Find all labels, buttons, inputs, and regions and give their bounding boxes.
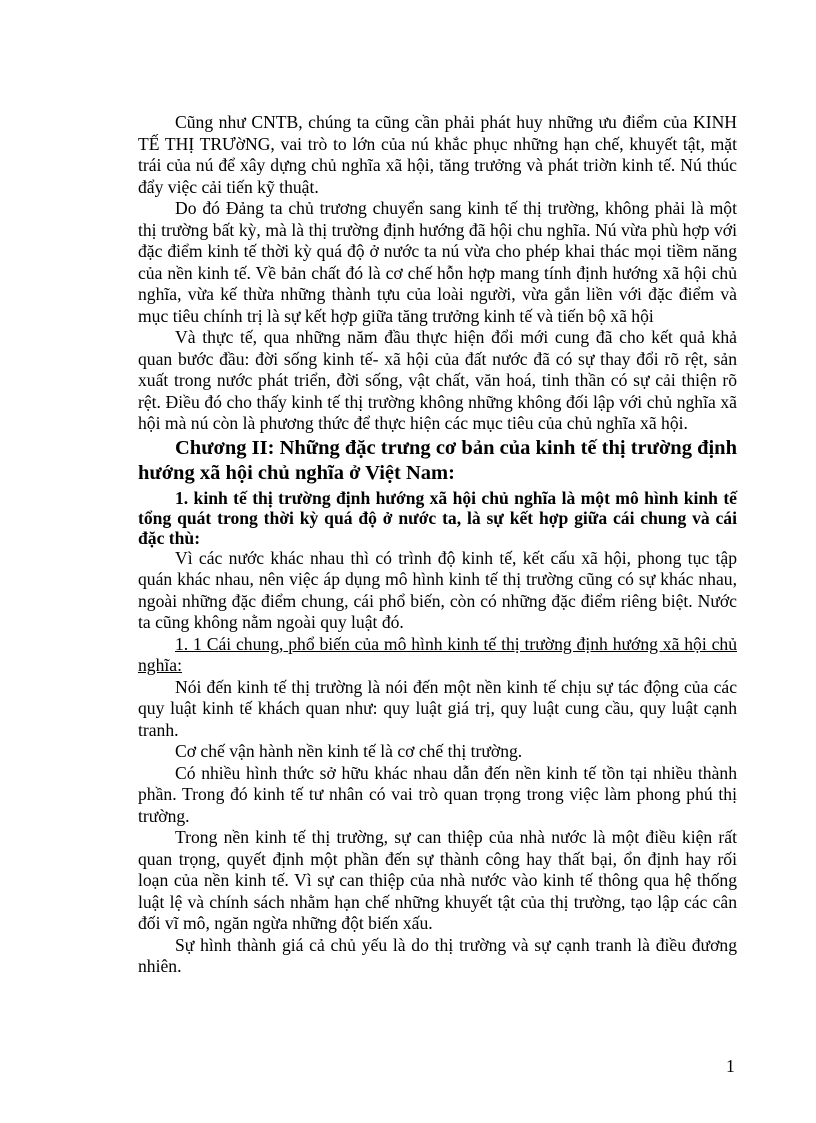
section-paragraph: Vì các nước khác nhau thì có trình độ kinh tế, kết cấu xã hội, phong tục tập quán khác nhau, nên việc áp dụng mô hình kinh tế thị trường cũng có sự khác nhau, ngoài những đặc điểm chung, cái phổ biến, còn có những đặc điểm riêng biệt. Nước ta cũng không nằm ngoài quy luật đó. [138, 547, 737, 632]
subsection-paragraph-1: Nói đến kinh tế thị trường là nói đến một nền kinh tế chịu sự tác động của các quy luật kinh tế khách quan như: quy luật giá trị, quy luật cung cầu, quy luật cạnh tranh. [138, 676, 737, 740]
subsection-paragraph-4: Trong nền kinh tế thị trường, sự can thiệp của nhà nước là một điều kiện rất quan trọng, quyết định một phần đến sự thành công hay thất bại, ổn định hay rối loạn của nền kinh tế. Vì sự can thiệp của nhà nước vào kinh tế thông qua hệ thống luật lệ và chính sách nhằm hạn chế những khuyết tật của thị trường, tạo lập các cân đối vĩ mô, ngăn ngừa những đột biến xấu. [138, 827, 737, 933]
subsection-paragraph-5: Sự hình thành giá cả chủ yếu là do thị trường và sự cạnh tranh là điều đương nhiên. [138, 934, 737, 976]
page-number: 1 [726, 1056, 735, 1076]
section-heading: 1. kinh tế thị trường định hướng xã hội chủ nghĩa là một mô hình kinh tế tổng quát trong thời kỳ quá độ ở nước ta, là sự kết hợp giữa cái chung và cái đặc thù: [138, 487, 737, 548]
document-page [138, 112, 737, 978]
subsection-paragraph-3: Có nhiều hình thức sở hữu khác nhau dẫn đến nền kinh tế tồn tại nhiều thành phần. Trong đó kinh tế tư nhân có vai trò quan trọng trong việc làm phong phú thị trường. [138, 762, 737, 826]
subsection-heading: 1. 1 Cái chung, phổ biến của mô hình kinh tế thị trường định hướng xã hội chủ nghĩa: [138, 633, 737, 675]
paragraph-3: Và thực tế, qua những năm đầu thực hiện đổi mới cung đã cho kết quả khả quan bước đầu: đời sống kinh tế- xã hội của đất nước đã có sự thay đổi rõ rệt, sản xuất trong nước phát triển, đời sống, vật chất, văn hoá, tinh thần có sự cải thiện rõ rệt. Điều đó cho thấy kinh tế thị trường không những không đối lập với chủ nghĩa xã hội mà nú còn là phương thức để thực hiện các mục tiêu của chủ nghĩa xã hội. [138, 327, 737, 433]
paragraph-1: Cũng như CNTB, chúng ta cũng cần phải phát huy những ưu điểm của KINH TẾ THỊ TRƯờNG, vai trò to lớn của nú khắc phục những hạn chế, khuyết tật, mặt trái của nú để xây dựng chủ nghĩa xã hội, tăng trưởng và phát triờn kinh tế. Nú thúc đẩy việc cải tiến kỹ thuật. [138, 112, 737, 197]
subsection-paragraph-2: Cơ chế vận hành nền kinh tế là cơ chế thị trường. [175, 741, 523, 761]
chapter-heading: Chương II: Những đặc trưng cơ bản của kinh tế thị trường định hướng xã hội chủ nghĩa ở Việt Nam: [138, 436, 737, 484]
paragraph-2: Do đó Đảng ta chủ trương chuyển sang kinh tế thị trường, không phải là một thị trường bất kỳ, mà là thị trường định hướng đã hội chu nghĩa. Nú vừa phù hợp với đặc điểm kinh tế thời kỳ quá độ ở nước ta nú vừa cho phép khai thác mọi tiềm năng của nền kinh tế. Về bản chất đó là cơ chế hỗn hợp mang tính định hướng xã hội chủ nghĩa, vừa kế thừa những thành tựu của loài người, vừa gắn liền với đặc điểm và mục tiêu chính trị là sự kết hợp giữa tăng trưởng kinh tế và tiến bộ xã hội [138, 198, 737, 326]
